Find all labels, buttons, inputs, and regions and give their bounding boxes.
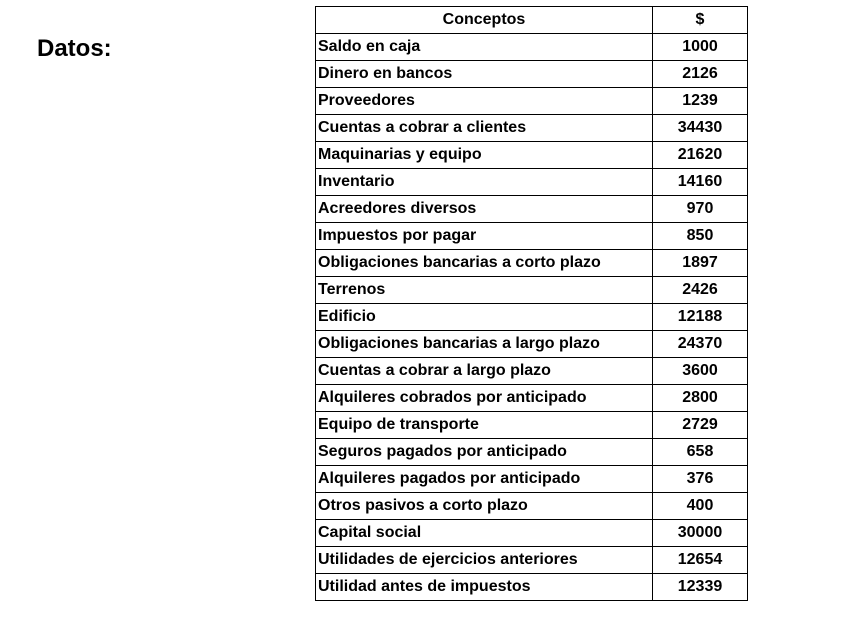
table-row [316, 412, 748, 439]
amount-cell: 3600 [653, 358, 748, 385]
amount-cell: 12188 [653, 304, 748, 331]
page-heading: Datos: [37, 35, 112, 62]
table-row [316, 142, 748, 169]
amount-cell: 658 [653, 439, 748, 466]
concept-cell: Utilidades de ejercicios anteriores [316, 547, 653, 574]
concept-cell: Otros pasivos a corto plazo [316, 493, 653, 520]
concept-cell: Equipo de transporte [316, 412, 653, 439]
table-row [316, 88, 748, 115]
header-amount: $ [653, 7, 748, 34]
concept-cell: Obligaciones bancarias a largo plazo [316, 331, 653, 358]
table-row [316, 223, 748, 250]
concept-cell: Proveedores [316, 88, 653, 115]
table-row [316, 250, 748, 277]
table-row [316, 277, 748, 304]
table-row [316, 331, 748, 358]
concept-cell: Seguros pagados por anticipado [316, 439, 653, 466]
amount-cell: 1897 [653, 250, 748, 277]
amount-cell: 376 [653, 466, 748, 493]
amount-cell: 34430 [653, 115, 748, 142]
table-row [316, 547, 748, 574]
amount-cell: 970 [653, 196, 748, 223]
table-row [316, 493, 748, 520]
amount-cell: 1239 [653, 88, 748, 115]
amount-cell: 2126 [653, 61, 748, 88]
amount-cell: 12339 [653, 574, 748, 601]
table-row [316, 574, 748, 601]
header-concepts: Conceptos [316, 7, 653, 34]
concept-cell: Obligaciones bancarias a corto plazo [316, 250, 653, 277]
table-row [316, 196, 748, 223]
concept-cell: Dinero en bancos [316, 61, 653, 88]
amount-cell: 12654 [653, 547, 748, 574]
amount-cell: 21620 [653, 142, 748, 169]
amount-cell: 2426 [653, 277, 748, 304]
concept-cell: Terrenos [316, 277, 653, 304]
concept-cell: Capital social [316, 520, 653, 547]
amount-cell: 850 [653, 223, 748, 250]
concepts-table [315, 6, 748, 601]
concept-cell: Cuentas a cobrar a clientes [316, 115, 653, 142]
concept-cell: Alquileres cobrados por anticipado [316, 385, 653, 412]
amount-cell: 14160 [653, 169, 748, 196]
table-row [316, 61, 748, 88]
amount-cell: 1000 [653, 34, 748, 61]
table-row [316, 169, 748, 196]
table-row [316, 385, 748, 412]
amount-cell: 24370 [653, 331, 748, 358]
concept-cell: Saldo en caja [316, 34, 653, 61]
amount-cell: 2800 [653, 385, 748, 412]
concept-cell: Cuentas a cobrar a largo plazo [316, 358, 653, 385]
concept-cell: Inventario [316, 169, 653, 196]
amount-cell: 400 [653, 493, 748, 520]
amount-cell: 30000 [653, 520, 748, 547]
table-row [316, 115, 748, 142]
table-row [316, 520, 748, 547]
concept-cell: Edificio [316, 304, 653, 331]
concept-cell: Acreedores diversos [316, 196, 653, 223]
concept-cell: Utilidad antes de impuestos [316, 574, 653, 601]
amount-cell: 2729 [653, 412, 748, 439]
concept-cell: Maquinarias y equipo [316, 142, 653, 169]
table-row [316, 439, 748, 466]
table-row [316, 466, 748, 493]
table-header-row [316, 7, 748, 34]
table-row [316, 358, 748, 385]
concept-cell: Alquileres pagados por anticipado [316, 466, 653, 493]
concept-cell: Impuestos por pagar [316, 223, 653, 250]
table-row [316, 304, 748, 331]
table-row [316, 34, 748, 61]
